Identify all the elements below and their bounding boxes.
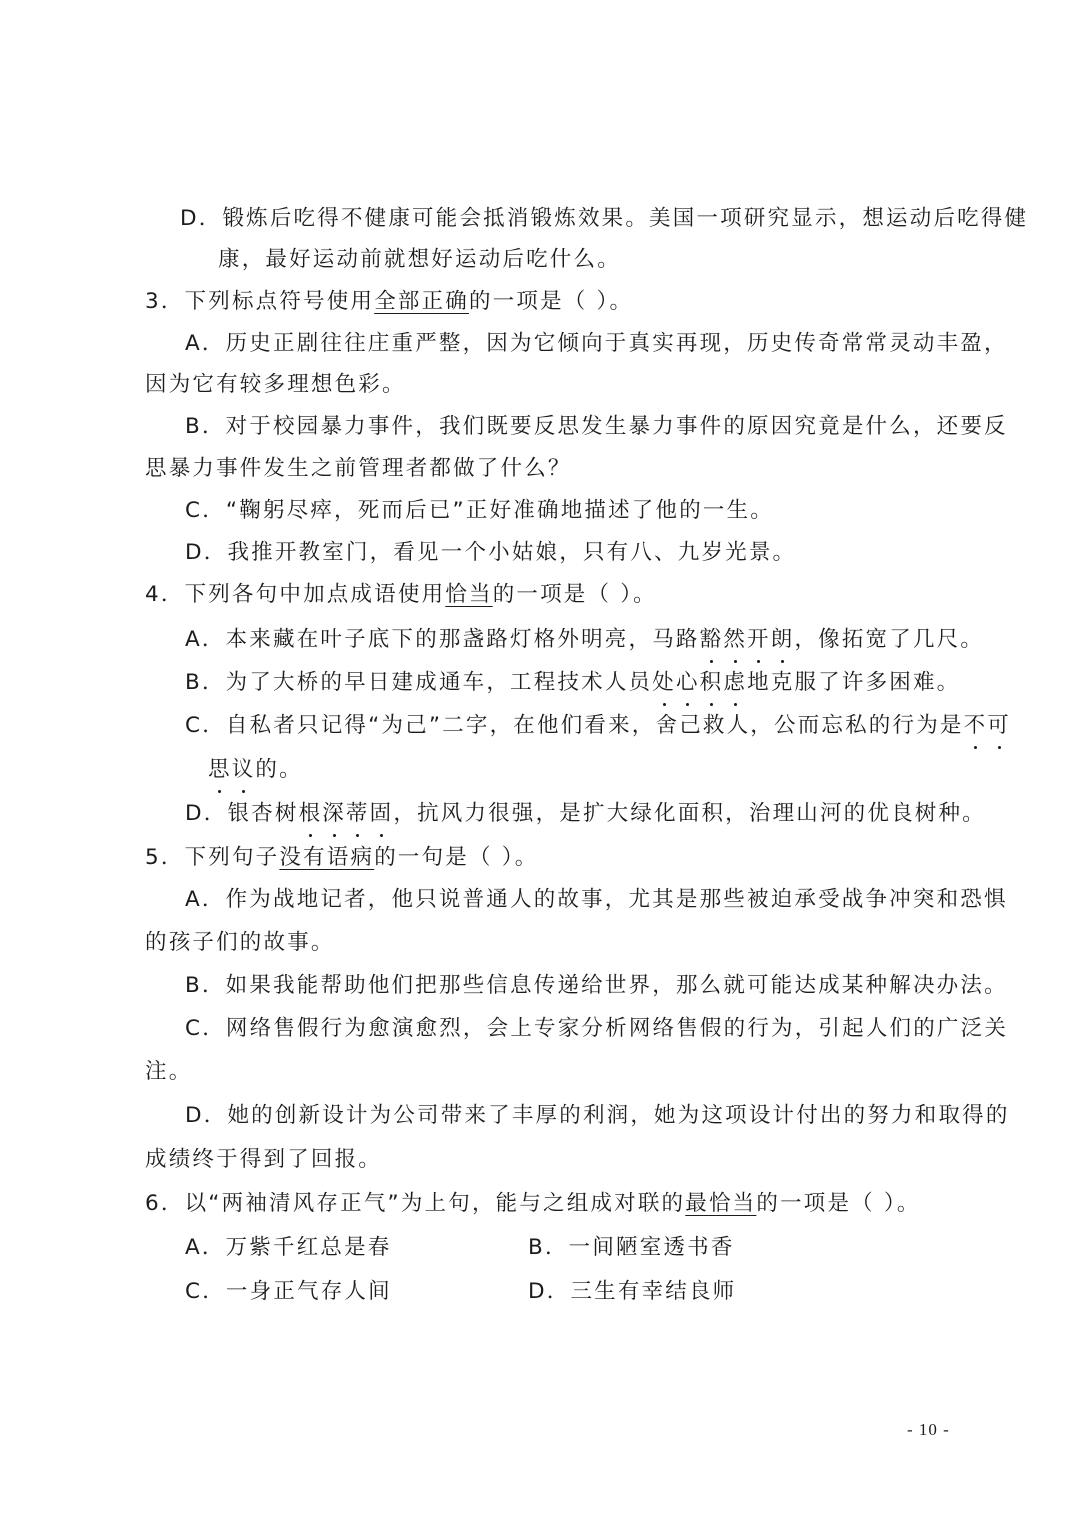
q5-underlined-key: 没有语病 xyxy=(279,845,375,870)
dotted-char: 议 xyxy=(232,755,256,785)
dotted-char: 思 xyxy=(208,755,232,785)
dotted-char: 处 xyxy=(652,668,676,698)
q3-option-b-line2: 思暴力事件发生之前管理者都做了什么？ xyxy=(145,456,572,481)
page-number: - 10 - xyxy=(907,1420,950,1439)
prev-option-d-line1: D．锻炼后吃得不健康可能会抵消锻炼效果。美国一项研究显示，想运动后吃得健 xyxy=(180,206,1029,231)
q5-option-a-line2: 的孩子们的故事。 xyxy=(145,930,335,955)
q6-underlined-key: 最恰当 xyxy=(685,1191,757,1216)
q3-option-a-line1: A．历史正剧往往庄重严整，因为它倾向于真实再现，历史传奇常常灵动丰盈， xyxy=(185,331,1008,356)
q5-option-b: B．如果我能帮助他们把那些信息传递给世界，那么就可能达成某种解决办法。 xyxy=(185,973,1008,998)
q3-option-b-line1: B．对于校园暴力事件，我们既要反思发生暴力事件的原因究竟是什么，还要反 xyxy=(185,414,1008,439)
q5-stem: 5．下列句子没有语病的一句是（ ）。 xyxy=(145,845,539,870)
q3-option-c: C．“鞠躬尽瘁，死而后已”正好准确地描述了他的一生。 xyxy=(185,498,774,523)
prev-option-d-line2: 康，最好运动前就想好运动后吃什么。 xyxy=(218,247,621,272)
q6-stem: 6．以“两袖清风存正气”为上句，能与之组成对联的最恰当的一项是（ ）。 xyxy=(145,1191,921,1216)
q4-option-a: A．本来藏在叶子底下的那盏路灯格外明亮，马路豁然开朗，像拓宽了几尺。 xyxy=(185,625,984,655)
q5-option-c-line2: 注。 xyxy=(145,1059,193,1084)
dotted-char: 不 xyxy=(964,711,988,741)
q5-option-a-line1: A．作为战地记者，他只说普通人的故事，尤其是那些被迫承受战争冲突和恐惧 xyxy=(185,887,1008,912)
dotted-char: 蒂 xyxy=(346,799,370,829)
dotted-char: 朗 xyxy=(771,625,795,655)
q6-option-b: B．一间陋室透书香 xyxy=(528,1235,735,1260)
q6-option-d: D．三生有幸结良师 xyxy=(528,1279,737,1304)
q4-stem: 4．下列各句中加点成语使用恰当的一项是（ ）。 xyxy=(145,582,657,607)
q5-option-c-line1: C．网络售假行为愈演愈烈，会上专家分析网络售假的行为，引起人们的广泛关 xyxy=(185,1016,1009,1041)
dotted-char: 豁 xyxy=(700,625,724,655)
q3-option-d: D．我推开教室门，看见一个小姑娘，只有八、九岁光景。 xyxy=(185,540,797,565)
q3-option-a-line2: 因为它有较多理想色彩。 xyxy=(145,372,406,397)
q6-option-a: A．万紫千红总是春 xyxy=(185,1235,392,1260)
dotted-char: 根 xyxy=(299,799,323,829)
dotted-char: 积 xyxy=(700,668,724,698)
q5-option-d-line2: 成绩终于得到了回报。 xyxy=(145,1147,383,1172)
q3-stem: 3．下列标点符号使用全部正确的一项是（ ）。 xyxy=(145,289,634,314)
dotted-char: 固 xyxy=(370,799,394,829)
dotted-char: 然 xyxy=(723,625,747,655)
dotted-char: 心 xyxy=(676,668,700,698)
q3-underlined-key: 全部正确 xyxy=(374,289,469,314)
dotted-char: 虑 xyxy=(723,668,747,698)
q5-option-d-line1: D．她的创新设计为公司带来了丰厚的利润，她为这项设计付出的努力和取得的 xyxy=(185,1103,1010,1128)
dotted-char: 可 xyxy=(987,711,1011,741)
q4-option-b: B．为了大桥的早日建成通车，工程技术人员处心积虑地克服了许多困难。 xyxy=(185,668,960,698)
q4-option-c-line1: C．自私者只记得“为己”二字，在他们看来，舍己救人，公而忘私的行为是不可 xyxy=(185,711,1011,741)
q4-underlined-key: 恰当 xyxy=(445,582,493,607)
q6-option-c: C．一身正气存人间 xyxy=(185,1279,392,1304)
q4-option-d: D．银杏树根深蒂固，抗风力很强，是扩大绿化面积，治理山河的优良树种。 xyxy=(185,799,986,829)
dotted-char: 深 xyxy=(322,799,346,829)
dotted-char: 开 xyxy=(747,625,771,655)
q4-option-c-line2: 思议的。 xyxy=(208,755,303,785)
